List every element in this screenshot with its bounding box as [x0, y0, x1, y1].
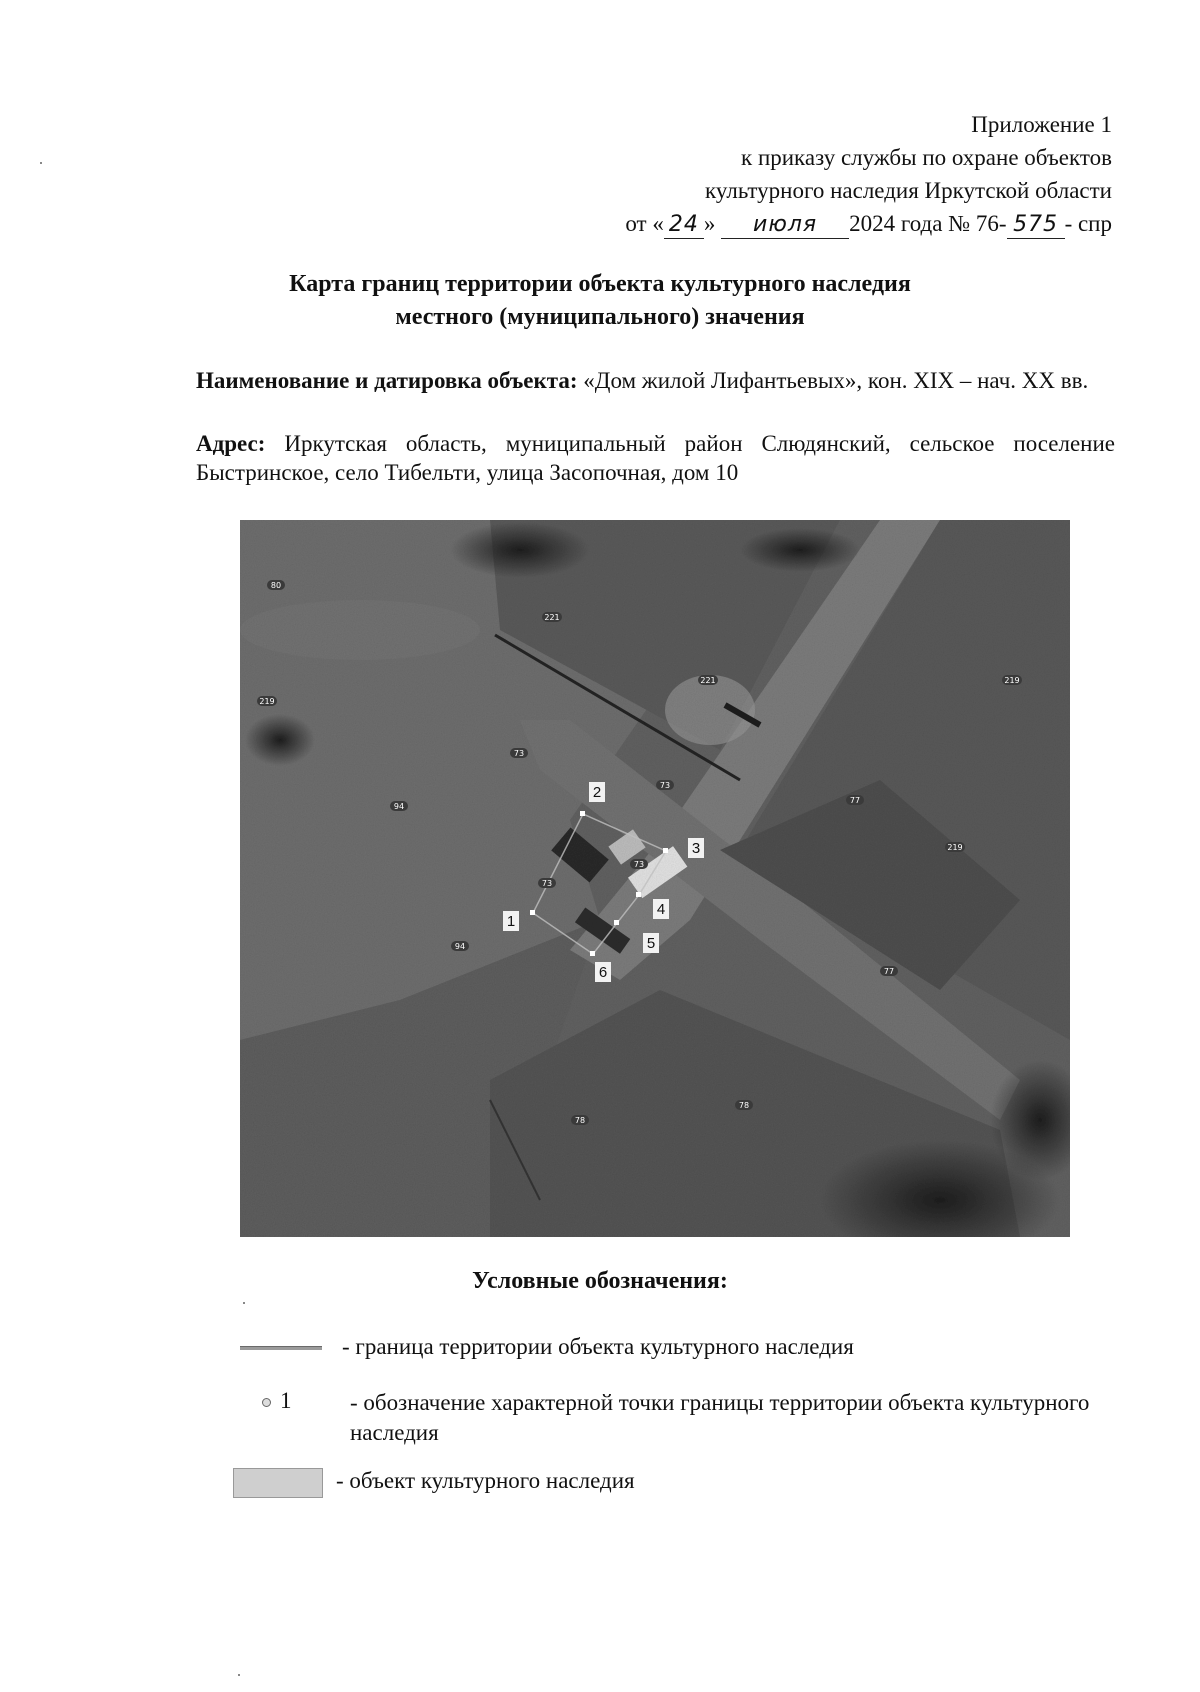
svg-text:5: 5 — [646, 935, 656, 952]
title-line-1: Карта границ территории объекта культурного наследия — [289, 271, 911, 297]
parcel-label — [257, 696, 277, 706]
appendix-authority-line: культурного наследия Иркутской области — [705, 178, 1112, 203]
parcel-label — [571, 1115, 589, 1125]
parcel-label — [267, 580, 285, 590]
parcel-label — [451, 941, 469, 951]
appendix-header — [625, 108, 1112, 240]
svg-text:219: 219 — [259, 697, 275, 706]
parcel-label — [510, 748, 528, 758]
svg-text:4: 4 — [656, 901, 666, 918]
svg-text:94: 94 — [454, 942, 466, 951]
object-name-value: «Дом жилой Лифантьевых», кон. XIX – нач. XX вв. — [583, 368, 1089, 393]
boundary-point-symbol — [262, 1398, 271, 1407]
scan-speck — [238, 1674, 240, 1676]
address-value: Иркутская область, муниципальный район Слюдянский, сельское поселение Быстринское, село Тибельти, улица Засопочная, дом 10 — [196, 431, 1115, 485]
svg-text:6: 6 — [598, 964, 608, 981]
date-mid: » — [703, 211, 716, 236]
order-suffix: - спр — [1064, 211, 1112, 236]
appendix-order-line: к приказу службы по охране объектов — [741, 145, 1112, 170]
svg-text:78: 78 — [738, 1101, 750, 1110]
object-name-label: Наименование и датировка объекта: — [196, 368, 578, 393]
point-label-3 — [688, 838, 704, 858]
order-number: 575 — [1007, 212, 1065, 239]
point-label-1 — [503, 911, 519, 931]
svg-text:73: 73 — [541, 879, 553, 888]
svg-text:219: 219 — [947, 843, 963, 852]
heritage-object-symbol — [233, 1468, 323, 1498]
svg-text:73: 73 — [513, 749, 525, 758]
scan-speck — [243, 1302, 245, 1304]
parcel-label — [542, 612, 562, 622]
point-label-6 — [595, 962, 611, 982]
title-line-2: местного (муниципального) значения — [395, 304, 805, 330]
svg-text:78: 78 — [574, 1116, 586, 1125]
scan-speck — [40, 162, 42, 164]
point-label-4 — [653, 899, 669, 919]
svg-text:3: 3 — [691, 840, 701, 857]
address-paragraph — [196, 429, 1115, 487]
svg-text:80: 80 — [270, 581, 282, 590]
point-label-5 — [643, 933, 659, 953]
svg-text:221: 221 — [700, 676, 716, 685]
svg-text:219: 219 — [1004, 676, 1020, 685]
parcel-label — [698, 675, 718, 685]
parcel-label — [630, 859, 648, 869]
svg-text:77: 77 — [883, 967, 895, 976]
parcel-label — [390, 801, 408, 811]
legend-object-text: - объект культурного наследия — [336, 1468, 635, 1493]
parcel-label — [538, 878, 556, 888]
date-prefix: от « — [625, 211, 664, 236]
appendix-title: Приложение 1 — [971, 112, 1112, 137]
parcel-label — [656, 780, 674, 790]
date-day: 24 — [664, 212, 704, 239]
parcel-label — [735, 1100, 753, 1110]
boundary-line-symbol — [240, 1346, 322, 1350]
parcel-label — [945, 842, 965, 852]
svg-text:77: 77 — [849, 796, 861, 805]
date-month: июля — [721, 212, 849, 239]
svg-text:73: 73 — [633, 860, 645, 869]
svg-text:2: 2 — [592, 784, 602, 801]
point-label-2 — [589, 782, 605, 802]
legend-title: Условные обозначения: — [472, 1268, 728, 1294]
parcel-label — [846, 795, 864, 805]
object-name-paragraph — [196, 366, 1115, 395]
appendix-date-line — [625, 207, 1112, 240]
date-year: 2024 года № 76- — [849, 211, 1007, 236]
parcel-label — [880, 966, 898, 976]
address-label: Адрес: — [196, 431, 266, 456]
legend-boundary-text: - граница территории объекта культурного наследия — [342, 1334, 854, 1359]
document-title — [0, 268, 1200, 334]
svg-text:1: 1 — [506, 913, 516, 930]
aerial-photo — [240, 520, 1070, 1237]
svg-text:73: 73 — [659, 781, 671, 790]
legend-point-text: - обозначение характерной точки границы территории объекта культурного наследия — [350, 1390, 1090, 1445]
parcel-label — [1002, 675, 1022, 685]
svg-text:221: 221 — [544, 613, 560, 622]
legend-point-number: 1 — [280, 1388, 292, 1413]
boundary-map — [240, 520, 1070, 1237]
svg-text:94: 94 — [393, 802, 405, 811]
